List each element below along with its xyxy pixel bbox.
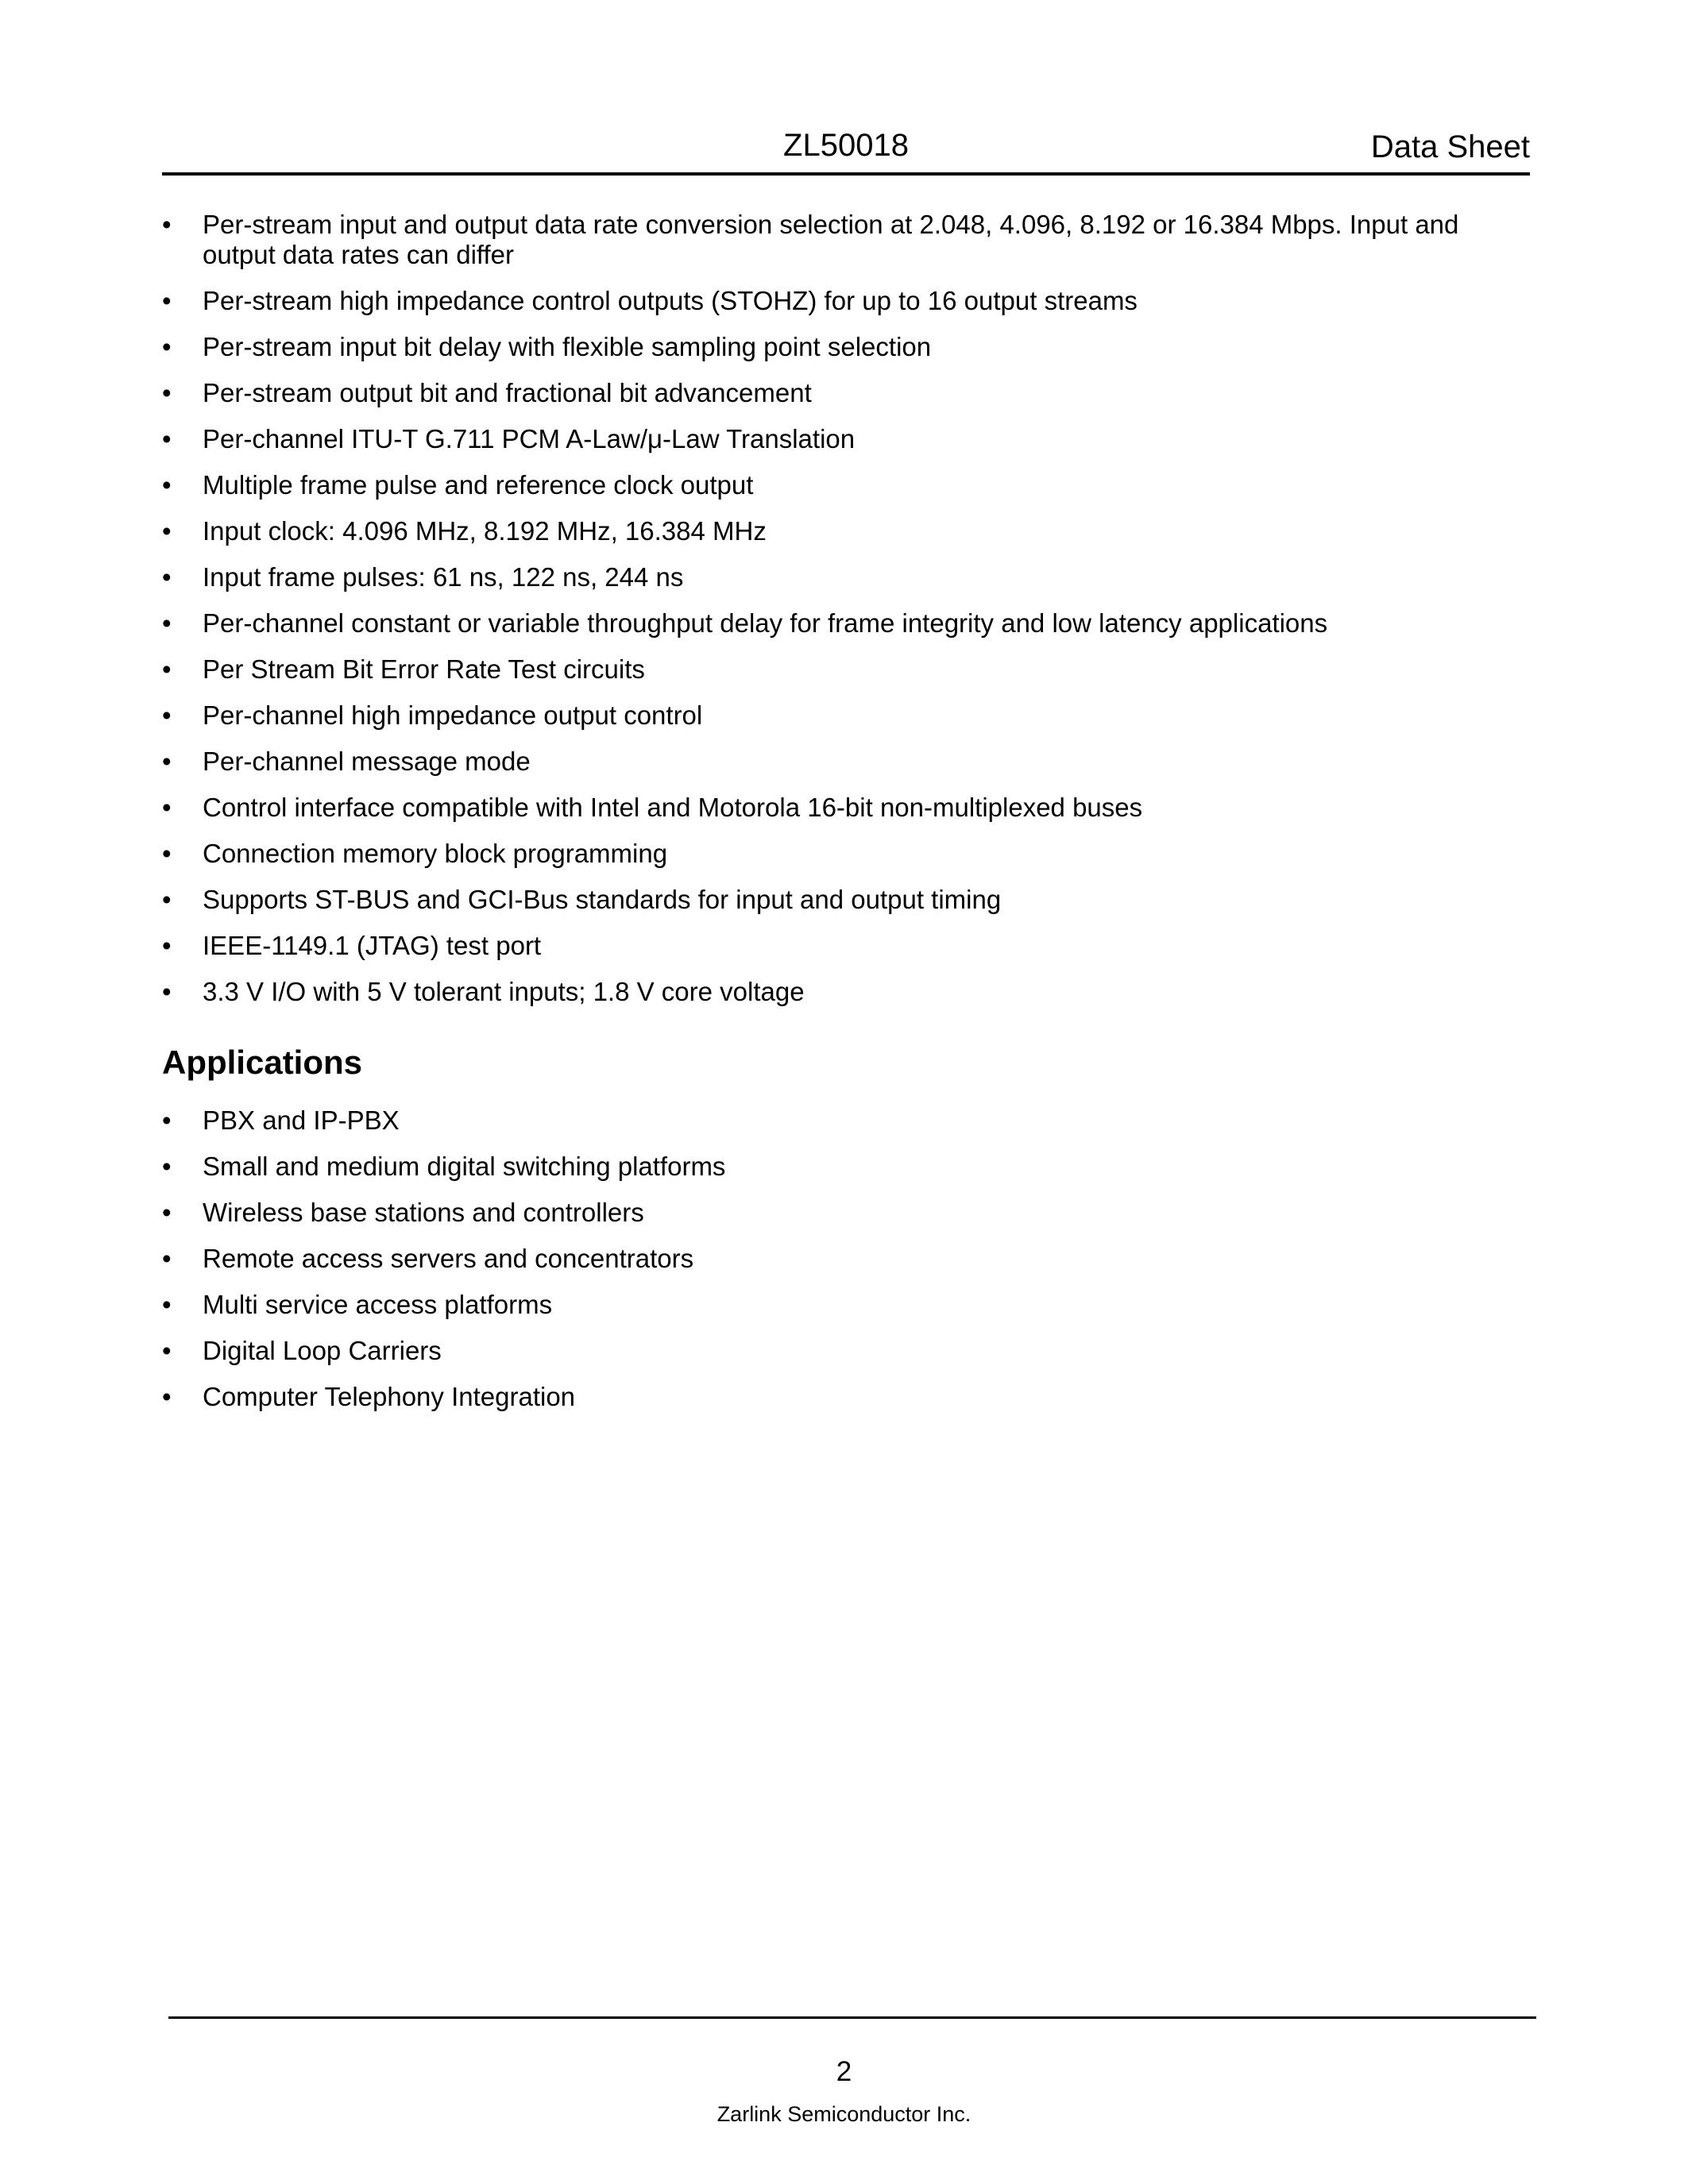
list-item — [162, 210, 1530, 270]
feature-text: Per-stream high impedance control outputs (STOHZ) for up to 16 output streams — [203, 286, 1138, 315]
list-item — [162, 1290, 1530, 1320]
list-item — [162, 700, 1530, 731]
feature-text: Per-stream output bit and fractional bit advancement — [203, 378, 812, 407]
list-item — [162, 1152, 1530, 1182]
list-item — [162, 1382, 1530, 1412]
bullet-icon: • — [162, 977, 172, 1006]
feature-text: Per Stream Bit Error Rate Test circuits — [203, 654, 645, 684]
list-item — [162, 793, 1530, 823]
list-item — [162, 332, 1530, 362]
list-item — [162, 1106, 1530, 1136]
bullet-icon: • — [162, 286, 172, 315]
feature-text: Input frame pulses: 61 ns, 122 ns, 244 ns — [203, 562, 684, 592]
bullet-icon: • — [162, 747, 172, 776]
feature-text: Per-channel constant or variable throughput delay for frame integrity and low latency applications — [203, 608, 1328, 638]
bullet-icon: • — [162, 1198, 172, 1227]
feature-text: Multiple frame pulse and reference clock output — [203, 470, 754, 500]
list-item — [162, 378, 1530, 408]
application-text: Multi service access platforms — [203, 1290, 553, 1319]
bullet-icon: • — [162, 885, 172, 914]
header-divider — [162, 172, 1530, 176]
feature-text: Per-stream input bit delay with flexible sampling point selection — [203, 332, 932, 361]
footer-divider — [168, 2016, 1536, 2019]
feature-text: 3.3 V I/O with 5 V tolerant inputs; 1.8 V core voltage — [203, 977, 805, 1006]
feature-text: Connection memory block programming — [203, 839, 668, 868]
feature-text: Per-channel high impedance output control — [203, 700, 703, 730]
document-type: Data Sheet — [1370, 129, 1530, 164]
bullet-icon: • — [162, 1290, 172, 1319]
feature-text: Supports ST-BUS and GCI-Bus standards for input and output timing — [203, 885, 1002, 914]
list-item — [162, 608, 1530, 639]
bullet-icon: • — [162, 793, 172, 822]
feature-text: Control interface compatible with Intel and Motorola 16-bit non-multiplexed buses — [203, 793, 1143, 822]
application-text: Remote access servers and concentrators — [203, 1244, 694, 1273]
feature-text: Per-stream input and output data rate conversion selection at 2.048, 4.096, 8.192 or 16.384 Mbps. Input and output data rates can differ — [203, 210, 1459, 269]
list-item — [162, 747, 1530, 777]
feature-list — [162, 210, 1530, 1023]
document-id: ZL50018 — [783, 128, 909, 163]
applications-list — [162, 1106, 1530, 1428]
list-item — [162, 931, 1530, 961]
list-item — [162, 470, 1530, 500]
bullet-icon: • — [162, 1106, 172, 1135]
applications-heading: Applications — [162, 1044, 363, 1081]
list-item — [162, 424, 1530, 454]
page-number: 2 — [836, 2056, 852, 2087]
list-item — [162, 1336, 1530, 1366]
bullet-icon: • — [162, 1382, 172, 1411]
application-text: Computer Telephony Integration — [203, 1382, 576, 1411]
list-item — [162, 516, 1530, 546]
list-item — [162, 1244, 1530, 1274]
feature-text: Input clock: 4.096 MHz, 8.192 MHz, 16.384 MHz — [203, 516, 767, 546]
bullet-icon: • — [162, 1152, 172, 1181]
bullet-icon: • — [162, 424, 172, 453]
list-item — [162, 885, 1530, 915]
application-text: Small and medium digital switching platforms — [203, 1152, 726, 1181]
bullet-icon: • — [162, 1244, 172, 1273]
application-text: Wireless base stations and controllers — [203, 1198, 644, 1227]
list-item — [162, 562, 1530, 592]
feature-text: IEEE-1149.1 (JTAG) test port — [203, 931, 542, 960]
bullet-icon: • — [162, 839, 172, 868]
company-name: Zarlink Semiconductor Inc. — [717, 2102, 971, 2126]
list-item — [162, 654, 1530, 685]
list-item — [162, 286, 1530, 316]
feature-text: Per-channel message mode — [203, 747, 531, 776]
bullet-icon: • — [162, 210, 172, 239]
bullet-icon: • — [162, 654, 172, 684]
application-text: Digital Loop Carriers — [203, 1336, 442, 1365]
feature-text: Per-channel ITU-T G.711 PCM A-Law/μ-Law Translation — [203, 424, 856, 453]
bullet-icon: • — [162, 378, 172, 407]
application-text: PBX and IP-PBX — [203, 1106, 400, 1135]
bullet-icon: • — [162, 470, 172, 500]
bullet-icon: • — [162, 931, 172, 960]
bullet-icon: • — [162, 562, 172, 592]
bullet-icon: • — [162, 516, 172, 546]
bullet-icon: • — [162, 700, 172, 730]
bullet-icon: • — [162, 1336, 172, 1365]
list-item — [162, 1198, 1530, 1228]
bullet-icon: • — [162, 608, 172, 638]
list-item — [162, 977, 1530, 1007]
list-item — [162, 839, 1530, 869]
page-header — [162, 123, 1530, 172]
bullet-icon: • — [162, 332, 172, 361]
